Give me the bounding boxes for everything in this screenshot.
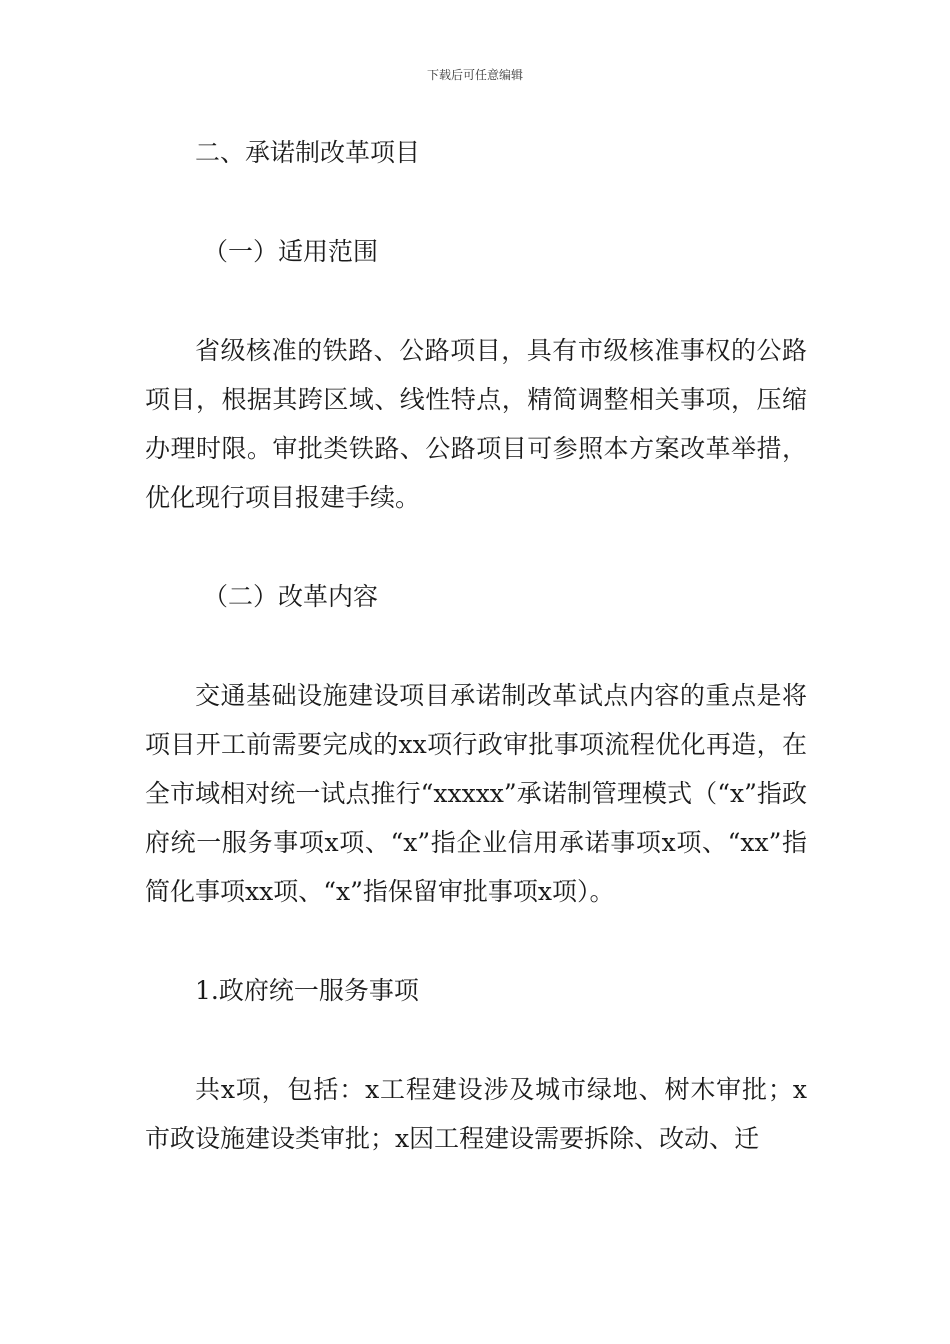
item-title-gov-services: 1.政府统一服务事项 (195, 976, 419, 1005)
document-body (145, 128, 807, 1163)
paragraph-reform: 交通基础设施建设项目承诺制改革试点内容的重点是将项目开工前需要完成的xx项行政审批事项流程优化再造，在全市域相对统一试点推行“xxxxx”承诺制管理模式（“x”指政府统一服务事项x项、“x”指企业信用承诺事项x项、“xx”指简化事项xx项、“x”指保留审批事项x项）。 (145, 681, 807, 906)
paragraph-gov-services: 共x项，包括：x工程建设涉及城市绿地、树木审批；x市政设施建设类审批；x因工程建设需要拆除、改动、迁 (145, 1075, 807, 1153)
subsection-title-scope: （一）适用范围 (203, 237, 379, 266)
paragraph-scope: 省级核准的铁路、公路项目，具有市级核准事权的公路项目，根据其跨区域、线性特点，精简调整相关事项，压缩办理时限。审批类铁路、公路项目可参照本方案改革举措，优化现行项目报建手续。 (145, 336, 807, 512)
page-header-note: 下载后可任意编辑 (426, 68, 523, 82)
subsection-title-reform: （二）改革内容 (203, 582, 379, 611)
section-title: 二、承诺制改革项目 (195, 138, 421, 167)
